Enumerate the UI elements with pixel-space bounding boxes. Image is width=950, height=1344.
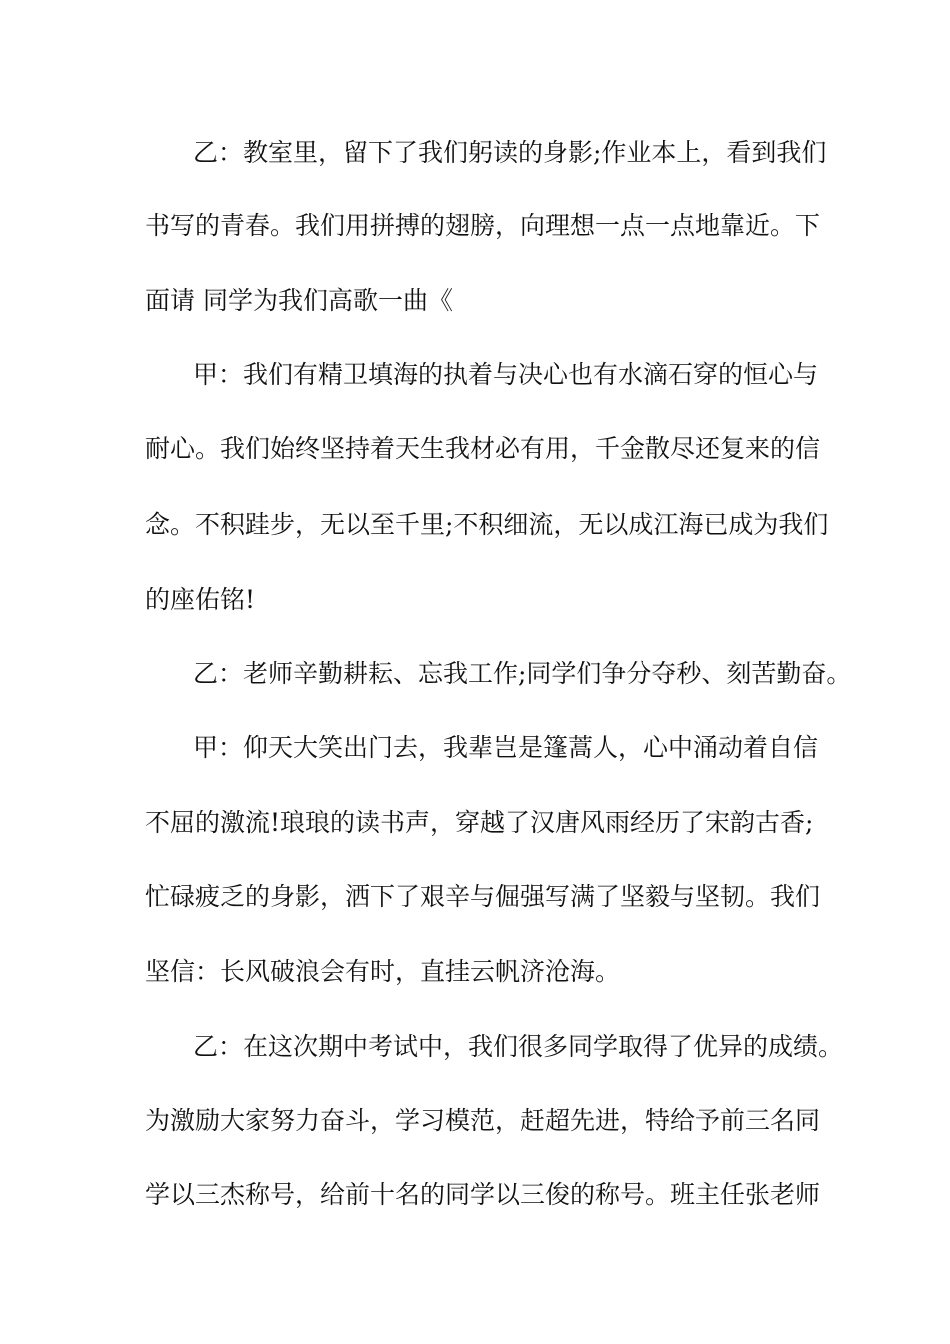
paragraph-line: 乙：老师辛勤耕耘、忘我工作;同学们争分夺秒、刻苦勤奋。 — [193, 659, 852, 688]
paragraph-line: 乙：在这次期中考试中，我们很多同学取得了优异的成绩。 — [193, 1032, 844, 1061]
paragraph-line: 不屈的激流!琅琅的读书声，穿越了汉唐风雨经历了宋韵古香; — [145, 808, 814, 837]
paragraph-line: 甲：我们有精卫填海的执着与决心也有水滴石穿的恒心与 — [193, 360, 819, 389]
paragraph-line: 乙：教室里，留下了我们躬读的身影;作业本上，看到我们 — [193, 138, 827, 167]
paragraph-line: 甲：仰天大笑出门去，我辈岂是篷蒿人，心中涌动着自信 — [193, 733, 819, 762]
paragraph-line: 面请 同学为我们高歌一曲《 — [145, 286, 453, 315]
paragraph-line: 忙碌疲乏的身影，洒下了艰辛与倔强写满了坚毅与坚韧。我们 — [145, 882, 821, 911]
paragraph-line: 耐心。我们始终坚持着天生我材必有用，千金散尽还复来的信 — [145, 434, 821, 463]
paragraph-line: 念。不积跬步，无以至千里;不积细流，无以成江海已成为我们 — [145, 510, 829, 539]
paragraph-line: 坚信：长风破浪会有时，直挂云帆济沧海。 — [145, 957, 621, 986]
paragraph-line: 书写的青春。我们用拼搏的翅膀，向理想一点一点地靠近。下 — [145, 211, 821, 240]
paragraph-line: 的座佑铭! — [145, 585, 256, 614]
paragraph-line: 为激励大家努力奋斗，学习模范，赶超先进，特给予前三名同 — [145, 1106, 821, 1135]
paragraph-line: 学以三杰称号，给前十名的同学以三俊的称号。班主任张老师 — [145, 1180, 821, 1209]
